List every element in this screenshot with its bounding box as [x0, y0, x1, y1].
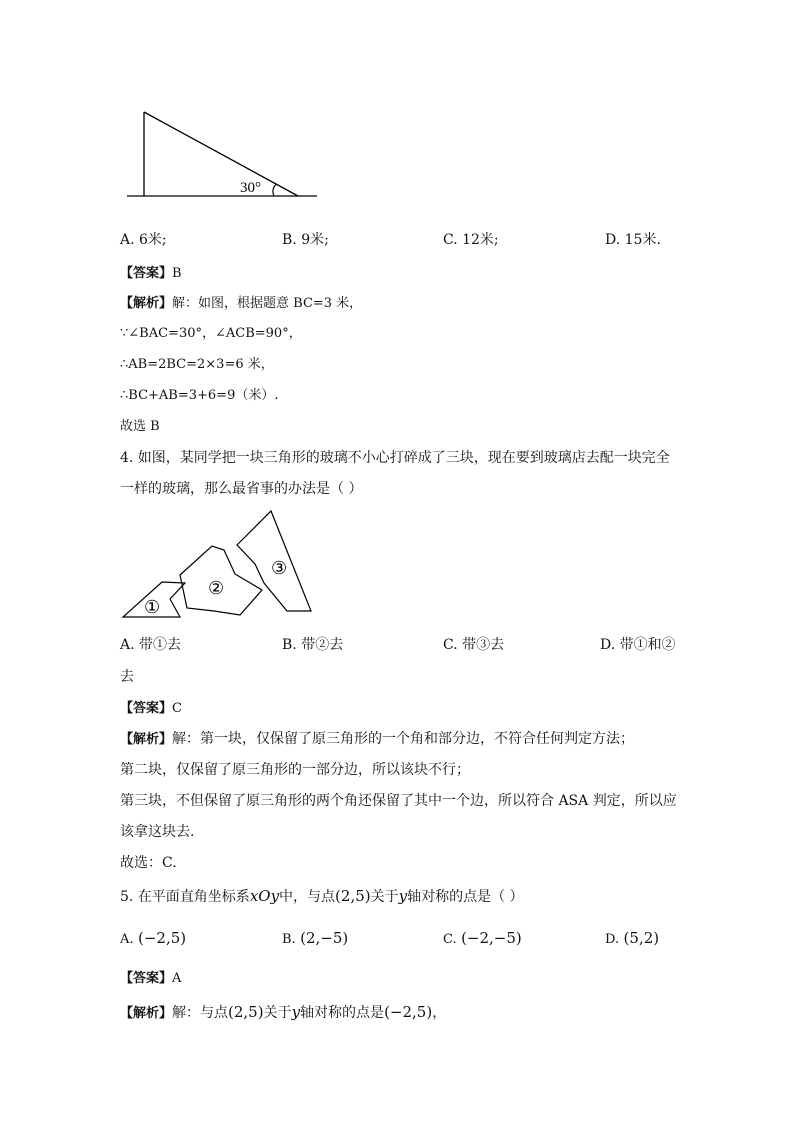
piece-label-1: ① — [144, 597, 161, 618]
option-value: (5,2) — [623, 929, 660, 947]
analysis-point: (2,5) — [228, 1003, 264, 1021]
answer-label: 【答案】 — [120, 701, 173, 716]
analysis-result: (−2,5) — [384, 1003, 433, 1021]
answer-value: C — [172, 701, 182, 716]
q5-option-b — [282, 929, 348, 947]
q4-analysis-line-5: 故选：C. — [120, 855, 177, 871]
q4-answer — [120, 697, 182, 716]
q3-option-c: C. 12米; — [443, 232, 499, 248]
analysis-text: 解：第一块，仅保留了原三角形的一个角和部分边，不符合任何判定方法； — [172, 731, 635, 747]
angle-label: 30° — [240, 180, 261, 196]
q5-analysis-line-1 — [120, 1002, 446, 1022]
q4-option-a: A. 带①去 — [120, 637, 182, 653]
analysis-part-c: 轴对称的点是 — [300, 1005, 385, 1021]
q3-option-a: A. 6米; — [120, 232, 167, 248]
q5-stem — [120, 886, 524, 906]
q3-option-b: B. 9米; — [282, 232, 329, 248]
q4-stem-line-2: 一样的玻璃，那么最省事的办法是（ ） — [120, 481, 363, 497]
answer-value: A — [172, 971, 182, 986]
q4-option-d: D. 带①和② — [600, 637, 676, 653]
q3-option-d: D. 15米. — [605, 232, 661, 248]
q3-analysis-line-2: ∵∠BAC=30°，∠ACB=90°， — [120, 326, 302, 341]
option-letter: A. — [120, 932, 134, 947]
q3-analysis-line-3: ∴AB=2BC=2×3=6 米， — [120, 357, 274, 372]
option-letter: B. — [282, 932, 296, 947]
q5-coordinate-system: xOy — [249, 887, 280, 905]
q4-analysis-line-3: 第三块，不但保留了原三角形的两个角还保留了其中一个边，所以符合 ASA 判定，所以应 — [120, 793, 677, 809]
answer-value: B — [172, 266, 182, 281]
analysis-label: 【解析】 — [120, 732, 173, 747]
answer-label: 【答案】 — [120, 266, 173, 281]
q4-analysis-line-1 — [120, 728, 634, 748]
q4-option-d-wrap: 去 — [120, 669, 134, 685]
q4-stem-line-1: 4. 如图，某同学把一块三角形的玻璃不小心打碎成了三块，现在要到玻璃店去配一块完全 — [120, 450, 670, 466]
q4-analysis-line-2: 第二块，仅保留了原三角形的一部分边，所以该块不行； — [120, 762, 470, 778]
q5-stem-part-b: 中，与点 — [279, 889, 336, 905]
option-value: (−2,−5) — [461, 929, 522, 947]
q5-option-c — [443, 929, 522, 947]
q5-stem-part-a: 5. 在平面直角坐标系 — [120, 889, 250, 905]
analysis-part-b: 关于 — [263, 1005, 292, 1021]
piece-label-3: ③ — [271, 558, 288, 579]
option-letter: D. — [605, 932, 620, 947]
q5-option-d — [605, 929, 659, 947]
q5-point: (2,5) — [335, 887, 371, 905]
q4-option-b: B. 带②去 — [282, 637, 344, 653]
option-letter: C. — [443, 932, 457, 947]
analysis-part-d: ， — [432, 1005, 447, 1021]
answer-label: 【答案】 — [120, 971, 173, 986]
q5-axis: y — [398, 887, 408, 905]
q5-stem-part-c: 关于 — [370, 889, 399, 905]
q3-analysis-line-5: 故选 B — [120, 419, 160, 434]
piece-label-2: ② — [208, 578, 225, 599]
analysis-text: 解：如图，根据题意 BC=3 米， — [172, 296, 363, 311]
q4-option-c: C. 带③去 — [443, 637, 505, 653]
analysis-label: 【解析】 — [120, 296, 173, 311]
q5-stem-part-d: 轴对称的点是（ ） — [407, 889, 524, 905]
q5-option-a — [120, 929, 186, 947]
analysis-label: 【解析】 — [120, 1006, 173, 1021]
q3-analysis-line-4: ∴BC+AB=3+6=9（米）. — [120, 388, 279, 403]
q5-answer — [120, 967, 181, 986]
option-value: (−2,5) — [137, 929, 187, 947]
q4-analysis-line-4: 该拿这块去. — [120, 824, 195, 840]
option-value: (2,−5) — [300, 929, 349, 947]
analysis-axis: y — [291, 1003, 301, 1021]
analysis-part-a: 解：与点 — [172, 1005, 229, 1021]
